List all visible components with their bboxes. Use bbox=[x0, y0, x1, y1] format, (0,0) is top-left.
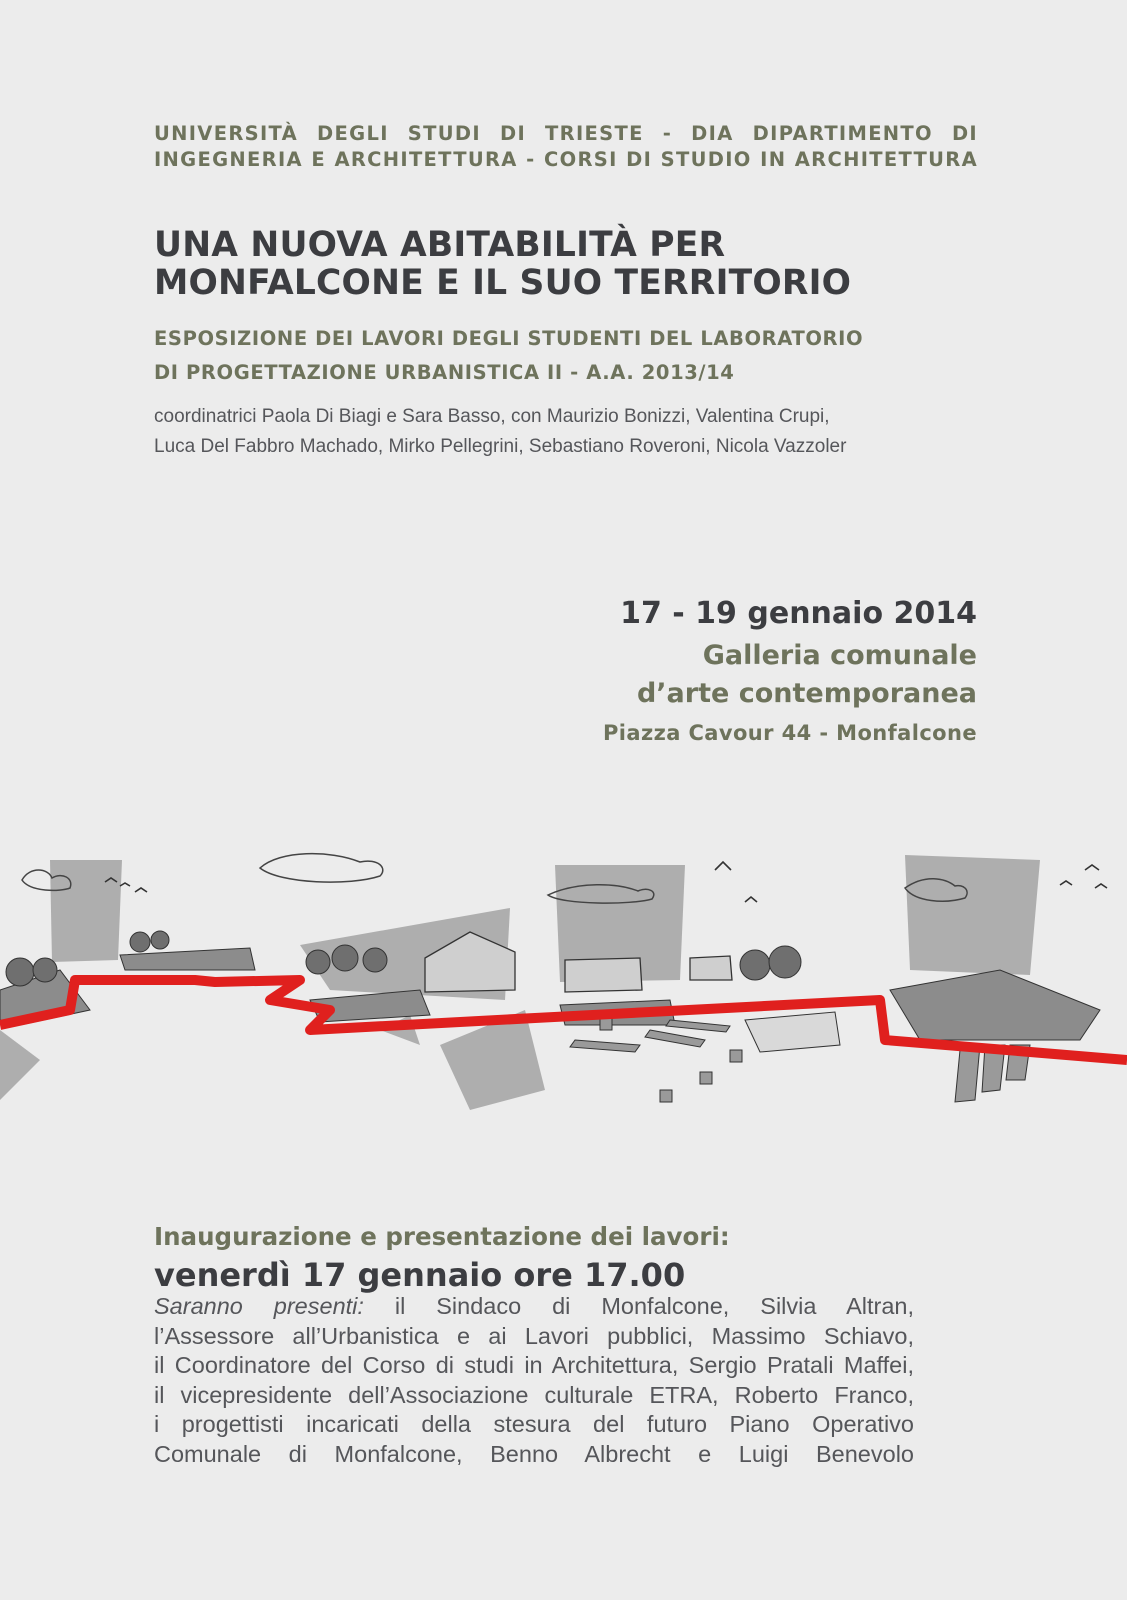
tree-6 bbox=[332, 945, 358, 971]
subtitle-line-1: ESPOSIZIONE DEI LAVORI DEGLI STUDENTI DEL LABORATORIO bbox=[154, 327, 864, 350]
boardwalk bbox=[745, 1012, 840, 1052]
bird-7 bbox=[1085, 865, 1099, 870]
venue-line-1: Galleria comunale bbox=[702, 640, 977, 671]
tree-9 bbox=[769, 946, 801, 978]
attendees-line-1 bbox=[154, 1292, 914, 1322]
title-line-2: MONFALCONE E IL SUO TERRITORIO bbox=[154, 263, 852, 303]
bird-3 bbox=[135, 888, 147, 892]
inauguration-datetime: venerdì 17 gennaio ore 17.00 bbox=[154, 1256, 686, 1294]
tree-2 bbox=[33, 958, 57, 982]
chair-4 bbox=[660, 1090, 672, 1102]
market-stall-2 bbox=[690, 956, 732, 980]
tree-1 bbox=[6, 958, 34, 986]
event-dates: 17 - 19 gennaio 2014 bbox=[620, 596, 977, 631]
pier-1 bbox=[955, 1045, 980, 1102]
university-header-line-1: UNIVERSITÀ DEGLI STUDI DI TRIESTE - DIA DIPARTIMENTO DI bbox=[154, 122, 978, 145]
gray-plane-3 bbox=[905, 855, 1040, 975]
gray-plane-5 bbox=[0, 1030, 40, 1100]
tree-7 bbox=[363, 948, 387, 972]
present-intro: Saranno presenti: bbox=[154, 1293, 364, 1319]
cloud-2 bbox=[260, 854, 383, 882]
tree-3 bbox=[130, 932, 150, 952]
bird-6 bbox=[1060, 881, 1072, 885]
tree-8 bbox=[740, 950, 770, 980]
bird-5 bbox=[745, 897, 757, 902]
tree-4 bbox=[151, 931, 169, 949]
venue-address: Piazza Cavour 44 - Monfalcone bbox=[602, 721, 977, 745]
tree-5 bbox=[306, 950, 330, 974]
urban-landscape-illustration bbox=[0, 840, 1127, 1160]
chair-1 bbox=[600, 1018, 612, 1030]
bird-8 bbox=[1095, 884, 1107, 888]
sketch-area-right bbox=[890, 970, 1100, 1040]
market-stall-1 bbox=[565, 958, 642, 992]
bench-1 bbox=[570, 1040, 640, 1052]
bench-2 bbox=[645, 1030, 705, 1047]
coordinators-line-1: coordinatrici Paola Di Biagi e Sara Basso, con Maurizio Bonizzi, Valentina Crupi, bbox=[154, 406, 830, 427]
venue-line-2: d’arte contemporanea bbox=[636, 678, 977, 709]
title-line-1: UNA NUOVA ABITABILITÀ PER bbox=[154, 225, 726, 265]
inauguration-label: Inaugurazione e presentazione dei lavori: bbox=[154, 1222, 730, 1251]
exhibition-subtitle bbox=[154, 322, 974, 390]
attendees-line-6: Comunale di Monfalcone, Benno Albrecht e Luigi Benevolo bbox=[154, 1440, 914, 1467]
bench-3 bbox=[666, 1020, 730, 1032]
attendees-line-3: il Coordinatore del Corso di studi in Architettura, Sergio Pratali Maffei, bbox=[154, 1352, 914, 1378]
chair-2 bbox=[730, 1050, 742, 1062]
subtitle-line-2: DI PROGETTAZIONE URBANISTICA II - A.A. 2013/14 bbox=[154, 361, 735, 384]
attendees-line-5: i progettisti incaricati della stesura del futuro Piano Operativo bbox=[154, 1411, 914, 1437]
attendees-line-2: l’Assessore all’Urbanistica e ai Lavori pubblici, Massimo Schiavo, bbox=[154, 1322, 914, 1349]
bird-4 bbox=[715, 862, 731, 870]
attendee-text-1: il Sindaco di Monfalcone, Silvia Altran, bbox=[363, 1293, 914, 1319]
attendees-line-4: il vicepresidente dell’Associazione culturale ETRA, Roberto Franco, bbox=[154, 1381, 914, 1408]
chair-3 bbox=[700, 1072, 712, 1084]
coordinators-text bbox=[154, 402, 994, 462]
poster-title bbox=[154, 226, 984, 302]
bird-2 bbox=[120, 883, 130, 886]
attendees-paragraph bbox=[154, 1292, 914, 1469]
coordinators-line-2: Luca Del Fabbro Machado, Mirko Pellegrini, Sebastiano Roveroni, Nicola Vazzoler bbox=[154, 436, 847, 457]
university-header-line-2: INGEGNERIA E ARCHITETTURA - CORSI DI STUDIO IN ARCHITETTURA bbox=[154, 148, 978, 171]
